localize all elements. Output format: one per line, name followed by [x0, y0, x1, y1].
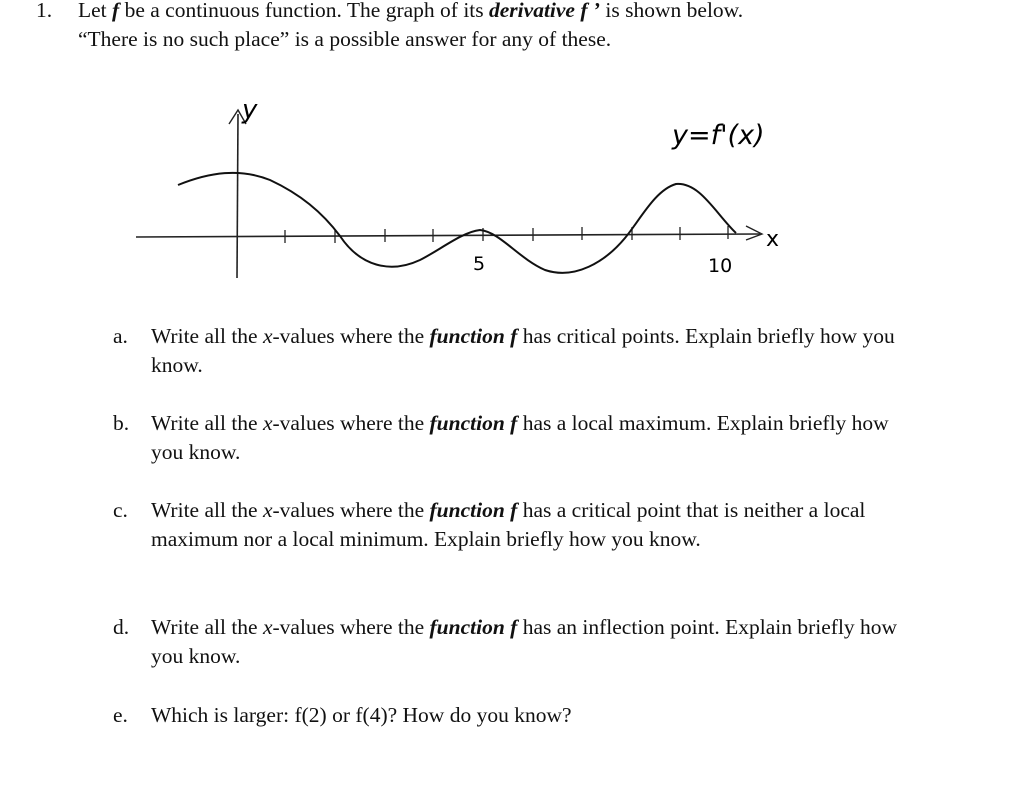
- y-axis-label: y: [242, 95, 258, 125]
- question-letter: a.: [113, 324, 128, 348]
- tick-label-10: 10: [708, 255, 733, 277]
- question-letter: e.: [113, 703, 128, 727]
- x-axis: [136, 234, 760, 237]
- x-axis-arrow: [746, 226, 762, 240]
- problem-note: “There is no such place” is a possible answer for any of these.: [78, 27, 612, 51]
- function-symbol: f: [112, 0, 120, 22]
- question-text: Write all the x-values where the function f has critical points. Explain briefly how you know.: [151, 324, 895, 377]
- derivative-curve: [178, 173, 736, 273]
- problem-number: 1.: [36, 0, 53, 22]
- intro-text: be a continuous function. The graph of its: [119, 0, 490, 22]
- question-letter: b.: [113, 411, 130, 435]
- y-axis: [237, 114, 238, 278]
- question-letter: c.: [113, 498, 128, 522]
- question-text: Which is larger: f(2) or f(4)? How do you know?: [151, 703, 572, 727]
- function-label: y=f'(x): [672, 120, 765, 151]
- intro-text: is shown below.: [600, 0, 744, 22]
- tick-label-5: 5: [473, 253, 486, 275]
- intro-text: Let: [78, 0, 113, 22]
- x-axis-label: x: [766, 227, 780, 252]
- question-letter: d.: [113, 615, 130, 639]
- question-text: Write all the x-values where the function f has an inflection point. Explain briefly how you know.: [151, 615, 898, 668]
- derivative-term: derivative f ’: [489, 0, 601, 22]
- question-text: Write all the x-values where the function f has a local maximum. Explain briefly how you know.: [151, 411, 889, 464]
- question-text: Write all the x-values where the function f has a critical point that is neither a local maximum nor a local minimum. Explain briefly how you know.: [151, 498, 866, 551]
